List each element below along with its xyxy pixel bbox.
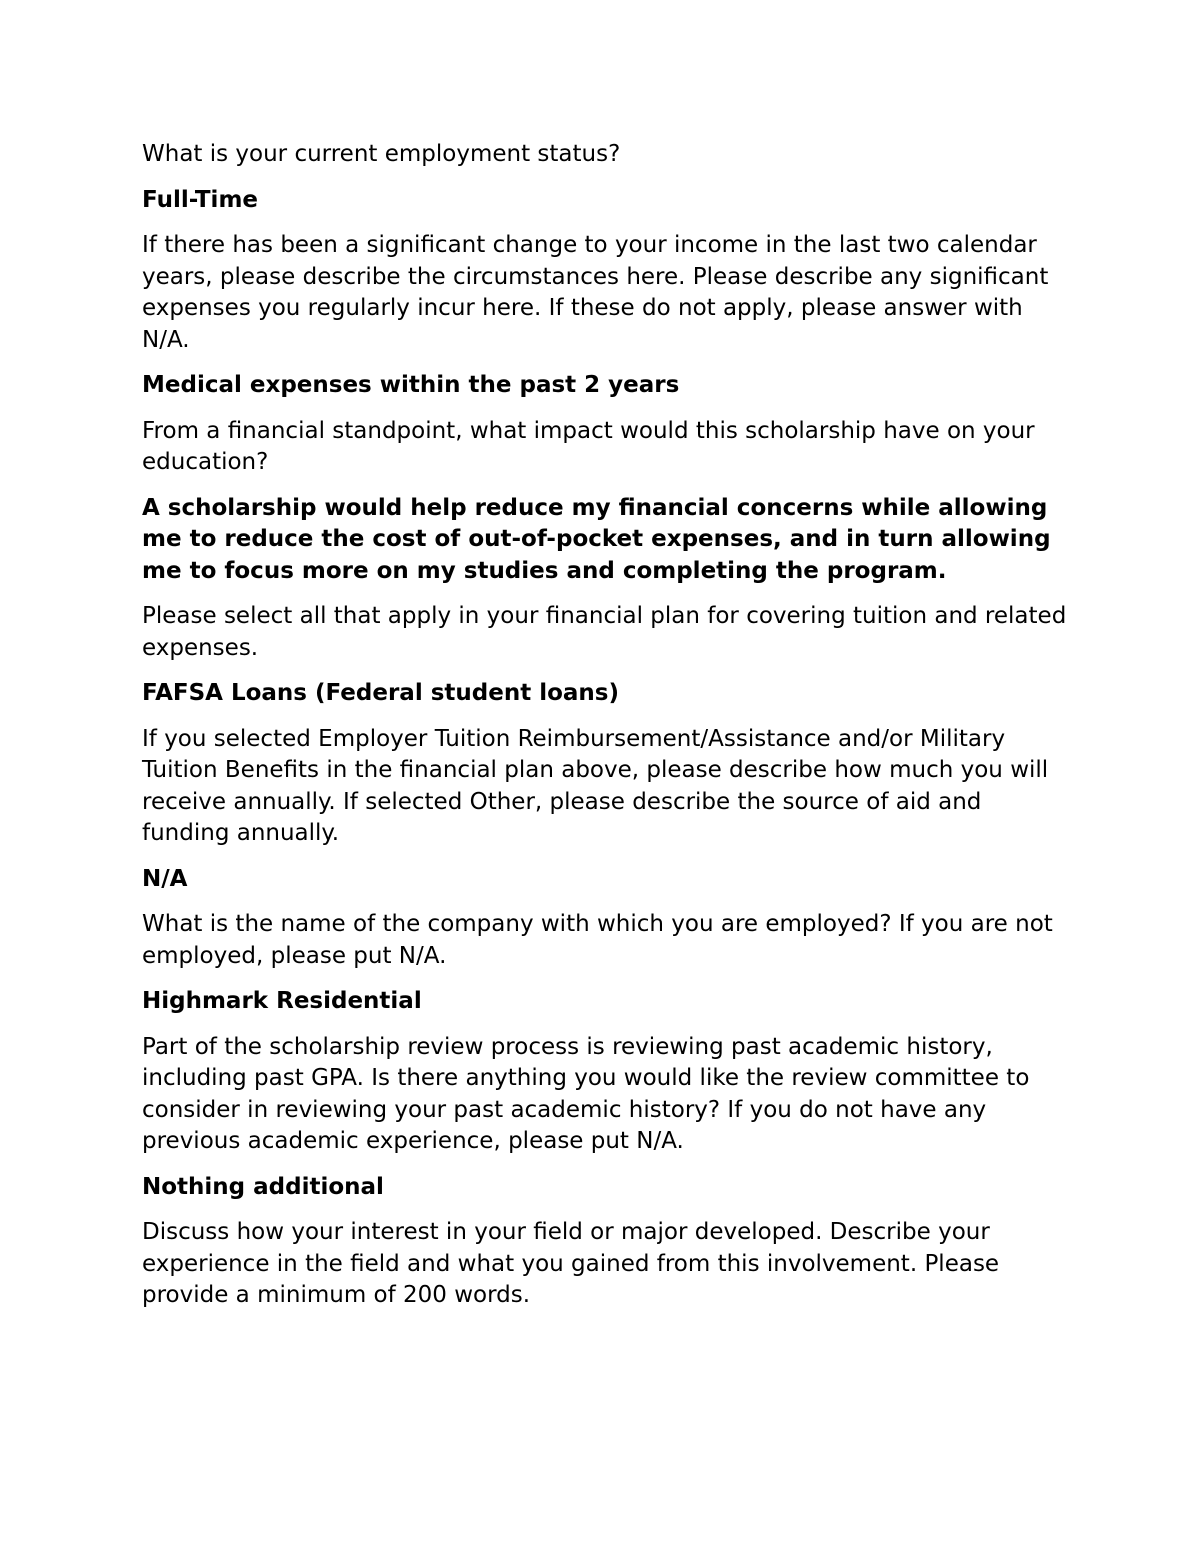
- question-academic-history: Part of the scholarship review process is reviewing past academic history, including past GPA. Is there anything you would like the review committee to consider in reviewing your past academic history? If you do not have any previous academic experience, please put N/A.: [142, 1033, 1030, 1154]
- question-income-change: If there has been a significant change to your income in the last two calendar years, please describe the circumstances here. Please describe any significant expenses you regularly incur here. If these do not apply, please answer with N/A.: [142, 232, 1049, 353]
- answer-employment-status: Full-Time: [142, 186, 259, 213]
- question-scholarship-impact: From a financial standpoint, what impact would this scholarship have on your education?: [142, 417, 1035, 475]
- question-financial-plan: Please select all that apply in your financial plan for covering tuition and related expenses.: [142, 603, 1067, 661]
- question-field-interest: Discuss how your interest in your field or major developed. Describe your experience in the field and what you gained from this involvement. Please provide a minimum of 200 words.: [142, 1219, 1000, 1308]
- question-employer-name: What is the name of the company with which you are employed? If you are not employed, please put N/A.: [142, 911, 1053, 969]
- answer-financial-plan: FAFSA Loans (Federal student loans): [142, 680, 619, 706]
- question-employment-status: What is your current employment status?: [142, 141, 621, 167]
- answer-tuition-benefits: N/A: [142, 865, 188, 892]
- answer-employer-name: Highmark Residential: [142, 988, 422, 1014]
- question-tuition-benefits: If you selected Employer Tuition Reimbursement/Assistance and/or Military Tuition Benefits in the financial plan above, please describe how much you will receive annually. If selected Other, please describe the source of aid and funding annually.: [142, 725, 1049, 846]
- answer-income-change: Medical expenses within the past 2 years: [142, 372, 680, 398]
- document-page: [142, 139, 1072, 1326]
- answer-academic-history: Nothing additional: [142, 1173, 384, 1200]
- answer-scholarship-impact: A scholarship would help reduce my financial concerns while allowing me to reduce the cost of out-of-pocket expenses, and in turn allowing me to focus more on my studies and completing the program.: [142, 494, 1051, 584]
